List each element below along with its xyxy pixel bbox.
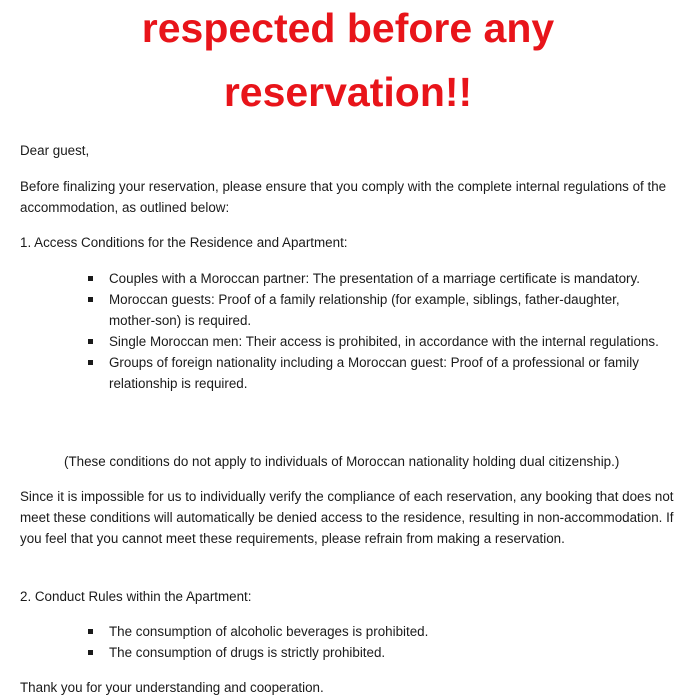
bullet-icon	[88, 276, 93, 281]
list-item-text: Single Moroccan men: Their access is prohibited, in accordance with the internal regulations.	[109, 334, 659, 349]
list-item	[88, 289, 668, 331]
compliance-paragraph: Since it is impossible for us to individually verify the compliance of each reservation, any booking that does not meet these conditions will automatically be denied access to the residence, resulting in non-accommodation. If you feel that you cannot meet these requirements, please refrain from making a reservation.	[20, 489, 674, 546]
list-item-text: The consumption of alcoholic beverages is prohibited.	[109, 624, 429, 639]
list-item	[88, 642, 668, 663]
bullet-icon	[88, 360, 93, 365]
list-item-text: Moroccan guests: Proof of a family relationship (for example, siblings, father-daughter, mother-son) is required.	[109, 292, 620, 328]
bullet-icon	[88, 297, 93, 302]
greeting: Dear guest,	[20, 143, 90, 158]
exemption-note: (These conditions do not apply to individuals of Moroccan nationality holding dual citizenship.)	[64, 454, 620, 469]
section-1-title: 1. Access Conditions for the Residence and Apartment:	[20, 235, 348, 250]
bullet-icon	[88, 650, 93, 655]
heading-line-1: respected before any	[141, 5, 555, 51]
section-1-list	[88, 268, 668, 394]
intro-paragraph: Before finalizing your reservation, please ensure that you comply with the complete internal regulations of the accommodation, as outlined below:	[20, 179, 667, 215]
list-item-text: The consumption of drugs is strictly prohibited.	[109, 645, 386, 660]
bullet-icon	[88, 339, 93, 344]
heading-line-2: reservation!!	[223, 69, 473, 115]
closing-line: Thank you for your understanding and cooperation.	[20, 680, 324, 695]
list-item	[88, 331, 668, 352]
section-2-title: 2. Conduct Rules within the Apartment:	[20, 589, 252, 604]
list-item	[88, 352, 668, 394]
section-2-list	[88, 621, 668, 663]
list-item-text: Couples with a Moroccan partner: The presentation of a marriage certificate is mandatory.	[109, 271, 640, 286]
list-item	[88, 621, 668, 642]
list-item-text: Groups of foreign nationality including a Moroccan guest: Proof of a professional or family relationship is required.	[109, 355, 639, 391]
list-item	[88, 268, 668, 289]
bullet-icon	[88, 629, 93, 634]
